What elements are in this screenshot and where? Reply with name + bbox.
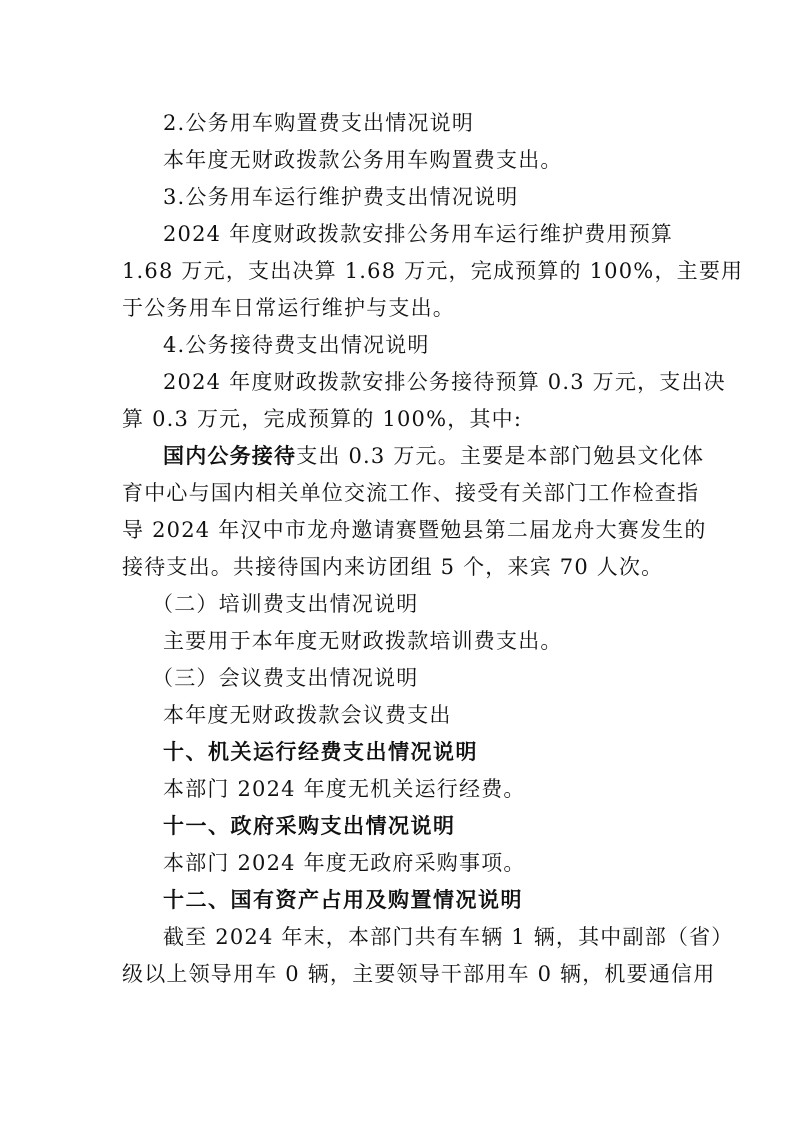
- paragraph-line: 本年度无财政拨款公务用车购置费支出。: [163, 148, 563, 172]
- paragraph-line: 截至 2024 年末，本部门共有车辆 1 辆，其中副部（省）: [163, 925, 734, 949]
- section-heading-10: 十、机关运行经费支出情况说明: [163, 740, 478, 764]
- paragraph-line: 本部门 2024 年度无政府采购事项。: [163, 851, 526, 875]
- domestic-reception-label: 国内公务接待: [163, 444, 297, 468]
- paragraph-line: 级以上领导用车 0 辆，主要领导干部用车 0 辆，机要通信用: [122, 962, 716, 986]
- paragraph-line: 本年度无财政拨款会议费支出: [163, 703, 452, 727]
- section-heading-12: 十二、国有资产占用及购置情况说明: [163, 888, 523, 912]
- subsection-heading-vehicle-purchase: 2.公务用车购置费支出情况说明: [163, 111, 475, 135]
- paragraph-line: 接待支出。共接待国内来访团组 5 个，来宾 70 人次。: [122, 555, 664, 579]
- paragraph-line: 2024 年度财政拨款安排公务用车运行维护费用预算: [163, 222, 674, 246]
- paragraph-line: 算 0.3 万元，完成预算的 100%，其中:: [122, 407, 523, 431]
- paragraph-line: 导 2024 年汉中市龙舟邀请赛暨勉县第二届龙舟大赛发生的: [122, 518, 707, 542]
- subsection-heading-reception: 4.公务接待费支出情况说明: [163, 333, 430, 357]
- paragraph-line: 本部门 2024 年度无机关运行经费。: [163, 777, 526, 801]
- subsection-heading-vehicle-maintenance: 3.公务用车运行维护费支出情况说明: [163, 185, 519, 209]
- paragraph-line: 育中心与国内相关单位交流工作、接受有关部门工作检查指: [122, 481, 700, 505]
- paragraph-line: 主要用于本年度无财政拨款培训费支出。: [163, 629, 563, 653]
- domestic-reception-text: 支出 0.3 万元。主要是本部门勉县文化体: [296, 444, 705, 468]
- paragraph-line: 1.68 万元，支出决算 1.68 万元，完成预算的 100%，主要用: [122, 259, 744, 283]
- paragraph-line-domestic-reception: [163, 443, 704, 469]
- paragraph-line: 于公务用车日常运行维护与支出。: [122, 296, 455, 320]
- subsection-heading-meeting: （三）会议费支出情况说明: [152, 666, 419, 690]
- subsection-heading-training: （二）培训费支出情况说明: [152, 592, 419, 616]
- paragraph-line: 2024 年度财政拨款安排公务接待预算 0.3 万元，支出决: [163, 370, 726, 394]
- section-heading-11: 十一、政府采购支出情况说明: [163, 814, 456, 838]
